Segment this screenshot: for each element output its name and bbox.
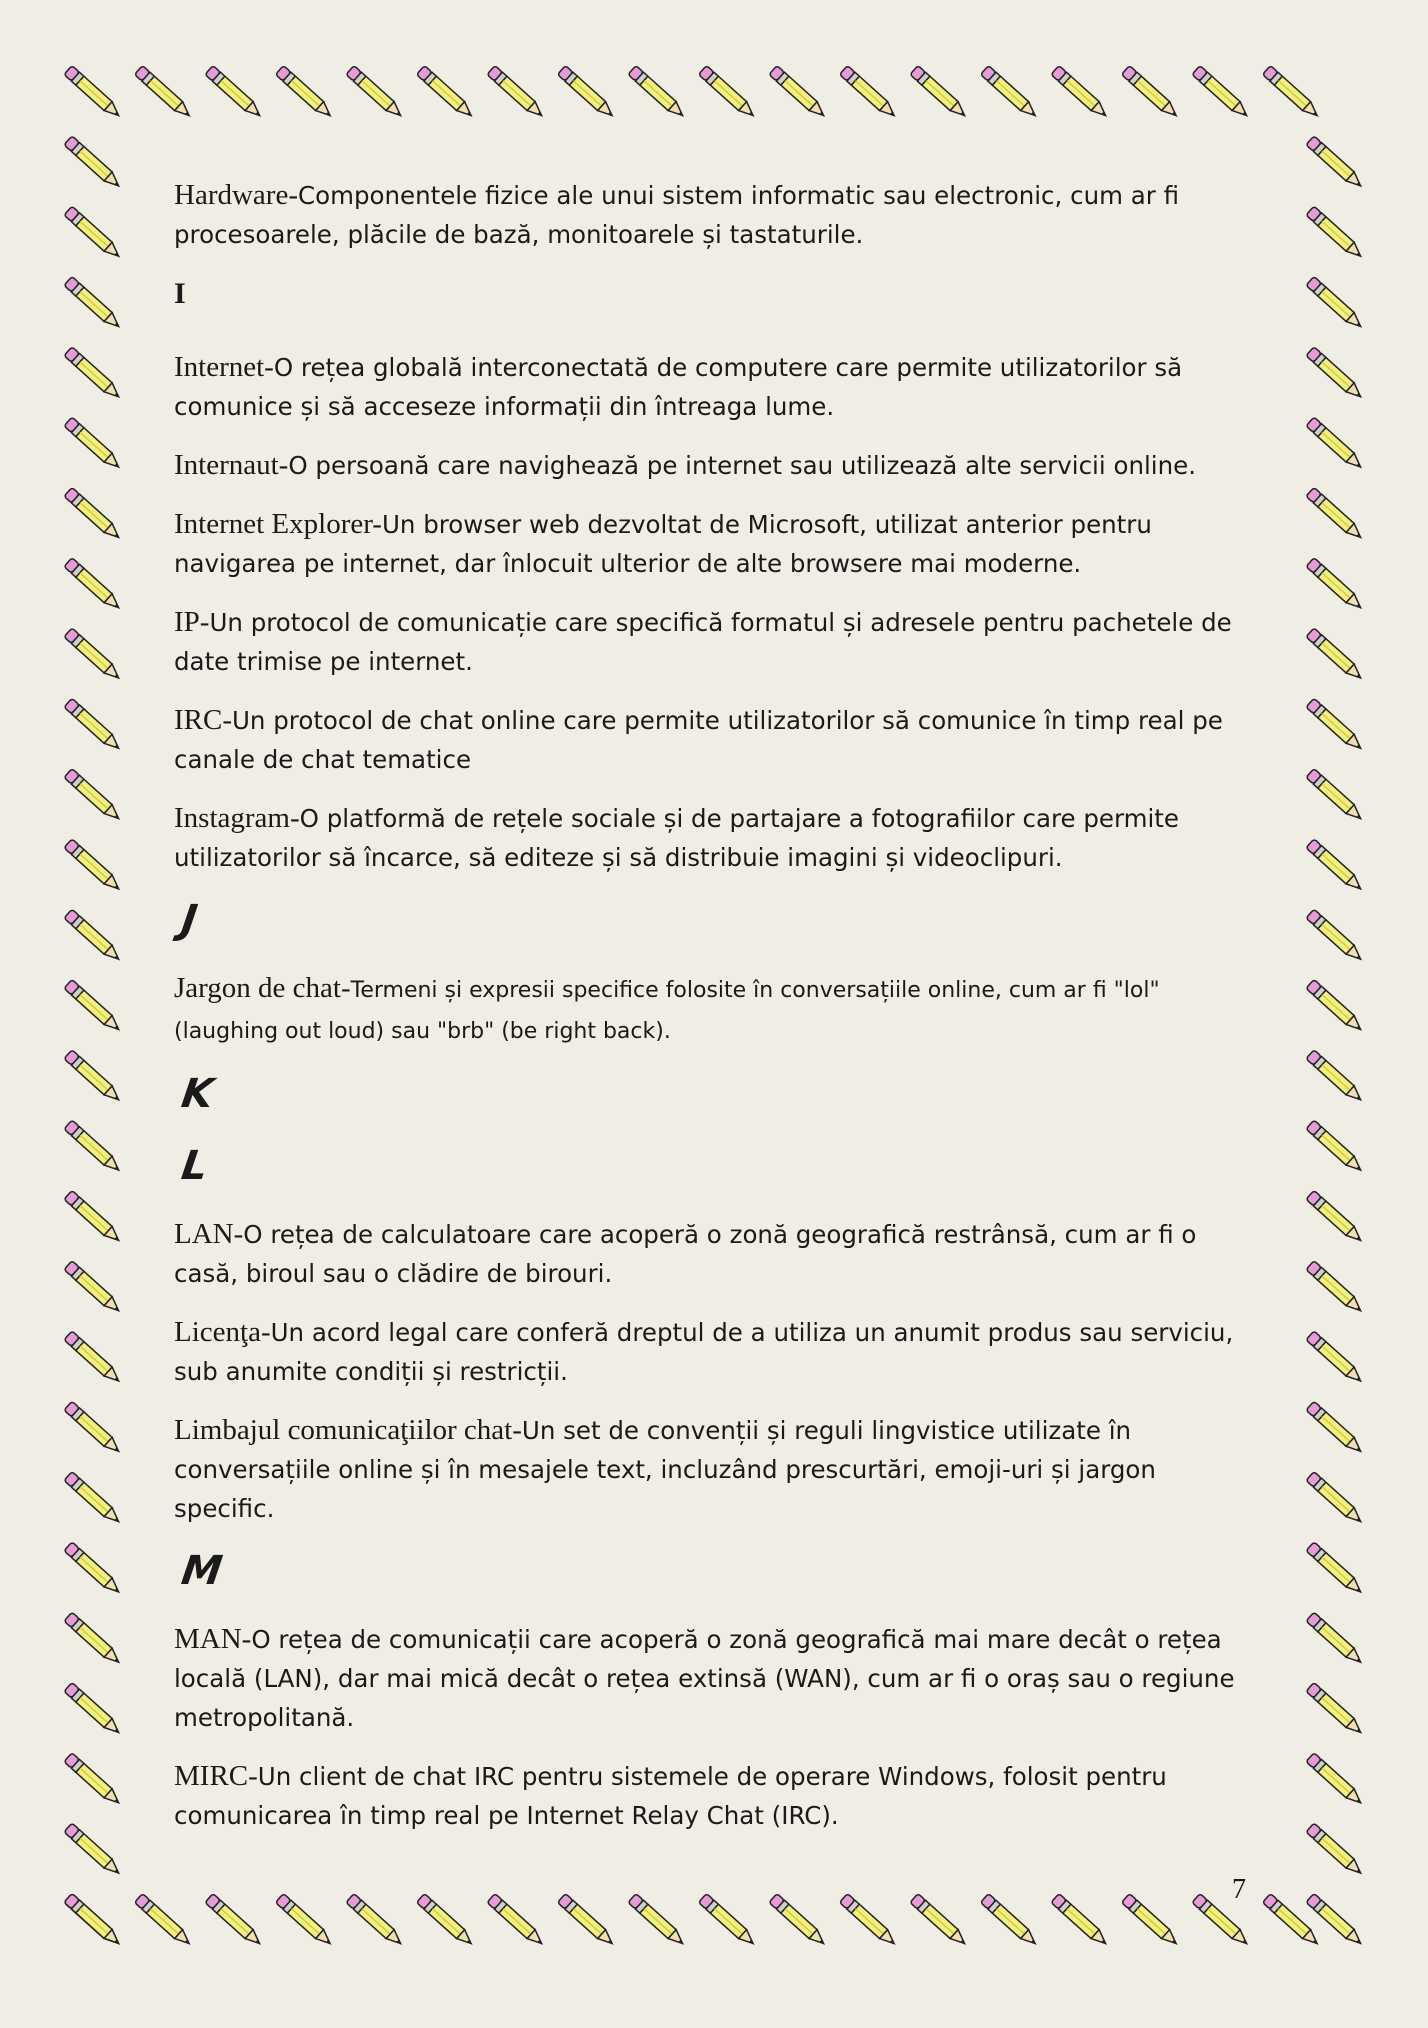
section-letter-l: L <box>178 1143 211 1189</box>
entry-definition: Termeni și expresii specifice folosite în conversațiile online, cum ar fi "lol" (laughing out loud) sau "brb" (be right back). <box>174 978 1160 1044</box>
entry-term: LAN- <box>174 1218 244 1250</box>
glossary-entry <box>174 603 1264 681</box>
pencil-icon <box>557 66 617 122</box>
glossary-entry <box>174 348 1264 426</box>
pencil-icon <box>346 1894 406 1950</box>
pencil-icon <box>275 66 335 122</box>
pencil-icon <box>1306 1401 1366 1457</box>
pencil-icon <box>1306 1261 1366 1317</box>
entry-definition: O platformă de rețele sociale și de partajare a fotografiilor care permite utilizatorilor să încarce, să editeze și să distribuie imagini și videoclipuri. <box>174 804 1179 872</box>
entry-term: Jargon de chat- <box>174 972 351 1004</box>
glossary-entry <box>174 1411 1264 1528</box>
pencil-icon <box>1306 769 1366 825</box>
section-letter-i: I <box>174 277 186 310</box>
pencil-icon <box>64 347 124 403</box>
pencil-icon <box>416 1894 476 1950</box>
pencil-icon <box>1306 628 1366 684</box>
pencil-icon <box>64 839 124 895</box>
pencil-icon <box>64 698 124 754</box>
section-letter-k: K <box>178 1071 217 1117</box>
glossary-entry <box>174 1620 1264 1737</box>
pencil-icon <box>769 66 829 122</box>
pencil-icon <box>64 1753 124 1809</box>
glossary-content <box>174 176 1264 1855</box>
pencil-icon <box>64 1823 124 1879</box>
pencil-icon <box>1306 1472 1366 1528</box>
pencil-icon <box>64 206 124 262</box>
pencil-icon <box>1306 909 1366 965</box>
pencil-icon <box>1306 839 1366 895</box>
pencil-icon <box>1306 1612 1366 1668</box>
pencil-icon <box>205 1894 265 1950</box>
pencil-icon <box>1306 276 1366 332</box>
pencil-icon <box>1121 1894 1181 1950</box>
pencil-icon <box>1262 66 1322 122</box>
entry-term: Limbajul comunicaţiilor chat- <box>174 1414 522 1446</box>
pencil-icon <box>1306 1823 1366 1879</box>
pencil-icon <box>1306 1050 1366 1106</box>
pencil-icon <box>769 1894 829 1950</box>
pencil-icon <box>64 1120 124 1176</box>
pencil-icon <box>64 1472 124 1528</box>
pencil-icon <box>1306 1682 1366 1738</box>
entry-term: Internet- <box>174 351 274 383</box>
pencil-icon <box>1306 206 1366 262</box>
pencil-icon <box>1306 347 1366 403</box>
pencil-icon <box>64 558 124 614</box>
pencil-icon <box>64 1682 124 1738</box>
pencil-icon <box>1192 66 1252 122</box>
glossary-entry <box>174 969 1264 1051</box>
pencil-icon <box>1306 698 1366 754</box>
entry-term: Hardware- <box>174 179 298 211</box>
pencil-icon <box>1306 1190 1366 1246</box>
glossary-entry <box>174 1757 1264 1835</box>
pencil-icon <box>64 1893 124 1949</box>
pencil-icon <box>346 66 406 122</box>
glossary-entry <box>174 1313 1264 1391</box>
pencil-icon <box>910 1894 970 1950</box>
entry-term: Internaut- <box>174 449 289 481</box>
entry-definition: Componentele fizice ale unui sistem informatic sau electronic, cum ar fi procesoarele, plăcile de bază, monitoarele și tastaturile. <box>174 181 1180 249</box>
pencil-icon <box>487 66 547 122</box>
pencil-icon <box>64 909 124 965</box>
pencil-icon <box>1306 487 1366 543</box>
pencil-icon <box>839 1894 899 1950</box>
entry-definition: O rețea globală interconectată de computere care permite utilizatorilor să comunice și să acceseze informații din întreaga lume. <box>174 353 1183 421</box>
glossary-entry <box>174 446 1264 485</box>
pencil-icon <box>1306 1753 1366 1809</box>
pencil-icon <box>275 1894 335 1950</box>
entry-definition: O persoană care navighează pe internet sau utilizează alte servicii online. <box>288 451 1196 480</box>
entry-term: IP- <box>174 606 210 638</box>
entry-term: Licenţa- <box>174 1316 271 1348</box>
pencil-icon <box>205 66 265 122</box>
entry-definition: Un browser web dezvoltat de Microsoft, utilizat anterior pentru navigarea pe internet, dar înlocuit ulterior de alte browsere mai moderne. <box>174 510 1152 578</box>
section-letter-j: J <box>178 897 201 943</box>
pencil-icon <box>64 136 124 192</box>
pencil-icon <box>980 1894 1040 1950</box>
page-number: 7 <box>1232 1874 1246 1905</box>
entry-definition: Un acord legal care conferă dreptul de a utiliza un anumit produs sau serviciu, sub anumite condiții și restricții. <box>174 1318 1234 1386</box>
pencil-icon <box>1306 136 1366 192</box>
pencil-icon <box>64 769 124 825</box>
entry-term: MAN- <box>174 1623 252 1655</box>
pencil-icon <box>1051 1894 1111 1950</box>
glossary-entry <box>174 505 1264 583</box>
entry-definition: Un protocol de chat online care permite utilizatorilor să comunice în timp real pe canale de chat tematice <box>174 706 1223 774</box>
pencil-icon <box>839 66 899 122</box>
pencil-icon <box>64 66 124 122</box>
pencil-icon <box>628 1894 688 1950</box>
pencil-icon <box>1121 66 1181 122</box>
pencil-icon <box>64 979 124 1035</box>
pencil-icon <box>64 628 124 684</box>
pencil-icon <box>698 66 758 122</box>
pencil-icon <box>64 417 124 473</box>
pencil-icon <box>628 66 688 122</box>
glossary-entry <box>174 701 1264 779</box>
pencil-icon <box>64 276 124 332</box>
pencil-icon <box>1306 1331 1366 1387</box>
entry-term: Instagram- <box>174 802 300 834</box>
pencil-icon <box>1306 1542 1366 1598</box>
pencil-icon <box>64 1542 124 1598</box>
pencil-icon <box>64 1261 124 1317</box>
pencil-icon <box>64 1612 124 1668</box>
pencil-icon <box>487 1894 547 1950</box>
pencil-icon <box>910 66 970 122</box>
pencil-icon <box>980 66 1040 122</box>
pencil-icon <box>1306 558 1366 614</box>
entry-definition: Un protocol de comunicație care specifică formatul și adresele pentru pachetele de date trimise pe internet. <box>174 608 1232 676</box>
pencil-icon <box>64 487 124 543</box>
pencil-icon <box>1306 417 1366 473</box>
pencil-icon <box>416 66 476 122</box>
entry-term: IRC- <box>174 704 232 736</box>
pencil-icon <box>134 66 194 122</box>
entry-definition: Un set de convenții și reguli lingvistice utilizate în conversațiile online și în mesajele text, incluzând prescurtări, emoji-uri și jargon specific. <box>174 1416 1156 1523</box>
entry-definition: Un client de chat IRC pentru sistemele de operare Windows, folosit pentru comunicarea în timp real pe Internet Relay Chat (IRC). <box>174 1762 1167 1830</box>
pencil-icon <box>1306 979 1366 1035</box>
pencil-icon <box>557 1894 617 1950</box>
pencil-icon <box>698 1894 758 1950</box>
pencil-icon <box>64 1190 124 1246</box>
entry-term: MIRC- <box>174 1760 258 1792</box>
entry-term: Internet Explorer- <box>174 508 382 540</box>
pencil-icon <box>64 1331 124 1387</box>
glossary-entry <box>174 1215 1264 1293</box>
entry-definition: O rețea de comunicații care acoperă o zonă geografică mai mare decât o rețea locală (LAN), dar mai mică decât o rețea extinsă (WAN), cum ar fi o oraș sau o regiune metropolitană. <box>174 1625 1235 1732</box>
pencil-icon <box>1051 66 1111 122</box>
pencil-icon <box>134 1894 194 1950</box>
pencil-icon <box>64 1050 124 1106</box>
pencil-icon <box>64 1401 124 1457</box>
glossary-entry <box>174 176 1264 254</box>
pencil-icon <box>1306 1120 1366 1176</box>
glossary-entry <box>174 799 1264 877</box>
entry-definition: O rețea de calculatoare care acoperă o zonă geografică restrânsă, cum ar fi o casă, biroul sau o clădire de birouri. <box>174 1220 1197 1288</box>
section-letter-m: M <box>178 1548 226 1594</box>
